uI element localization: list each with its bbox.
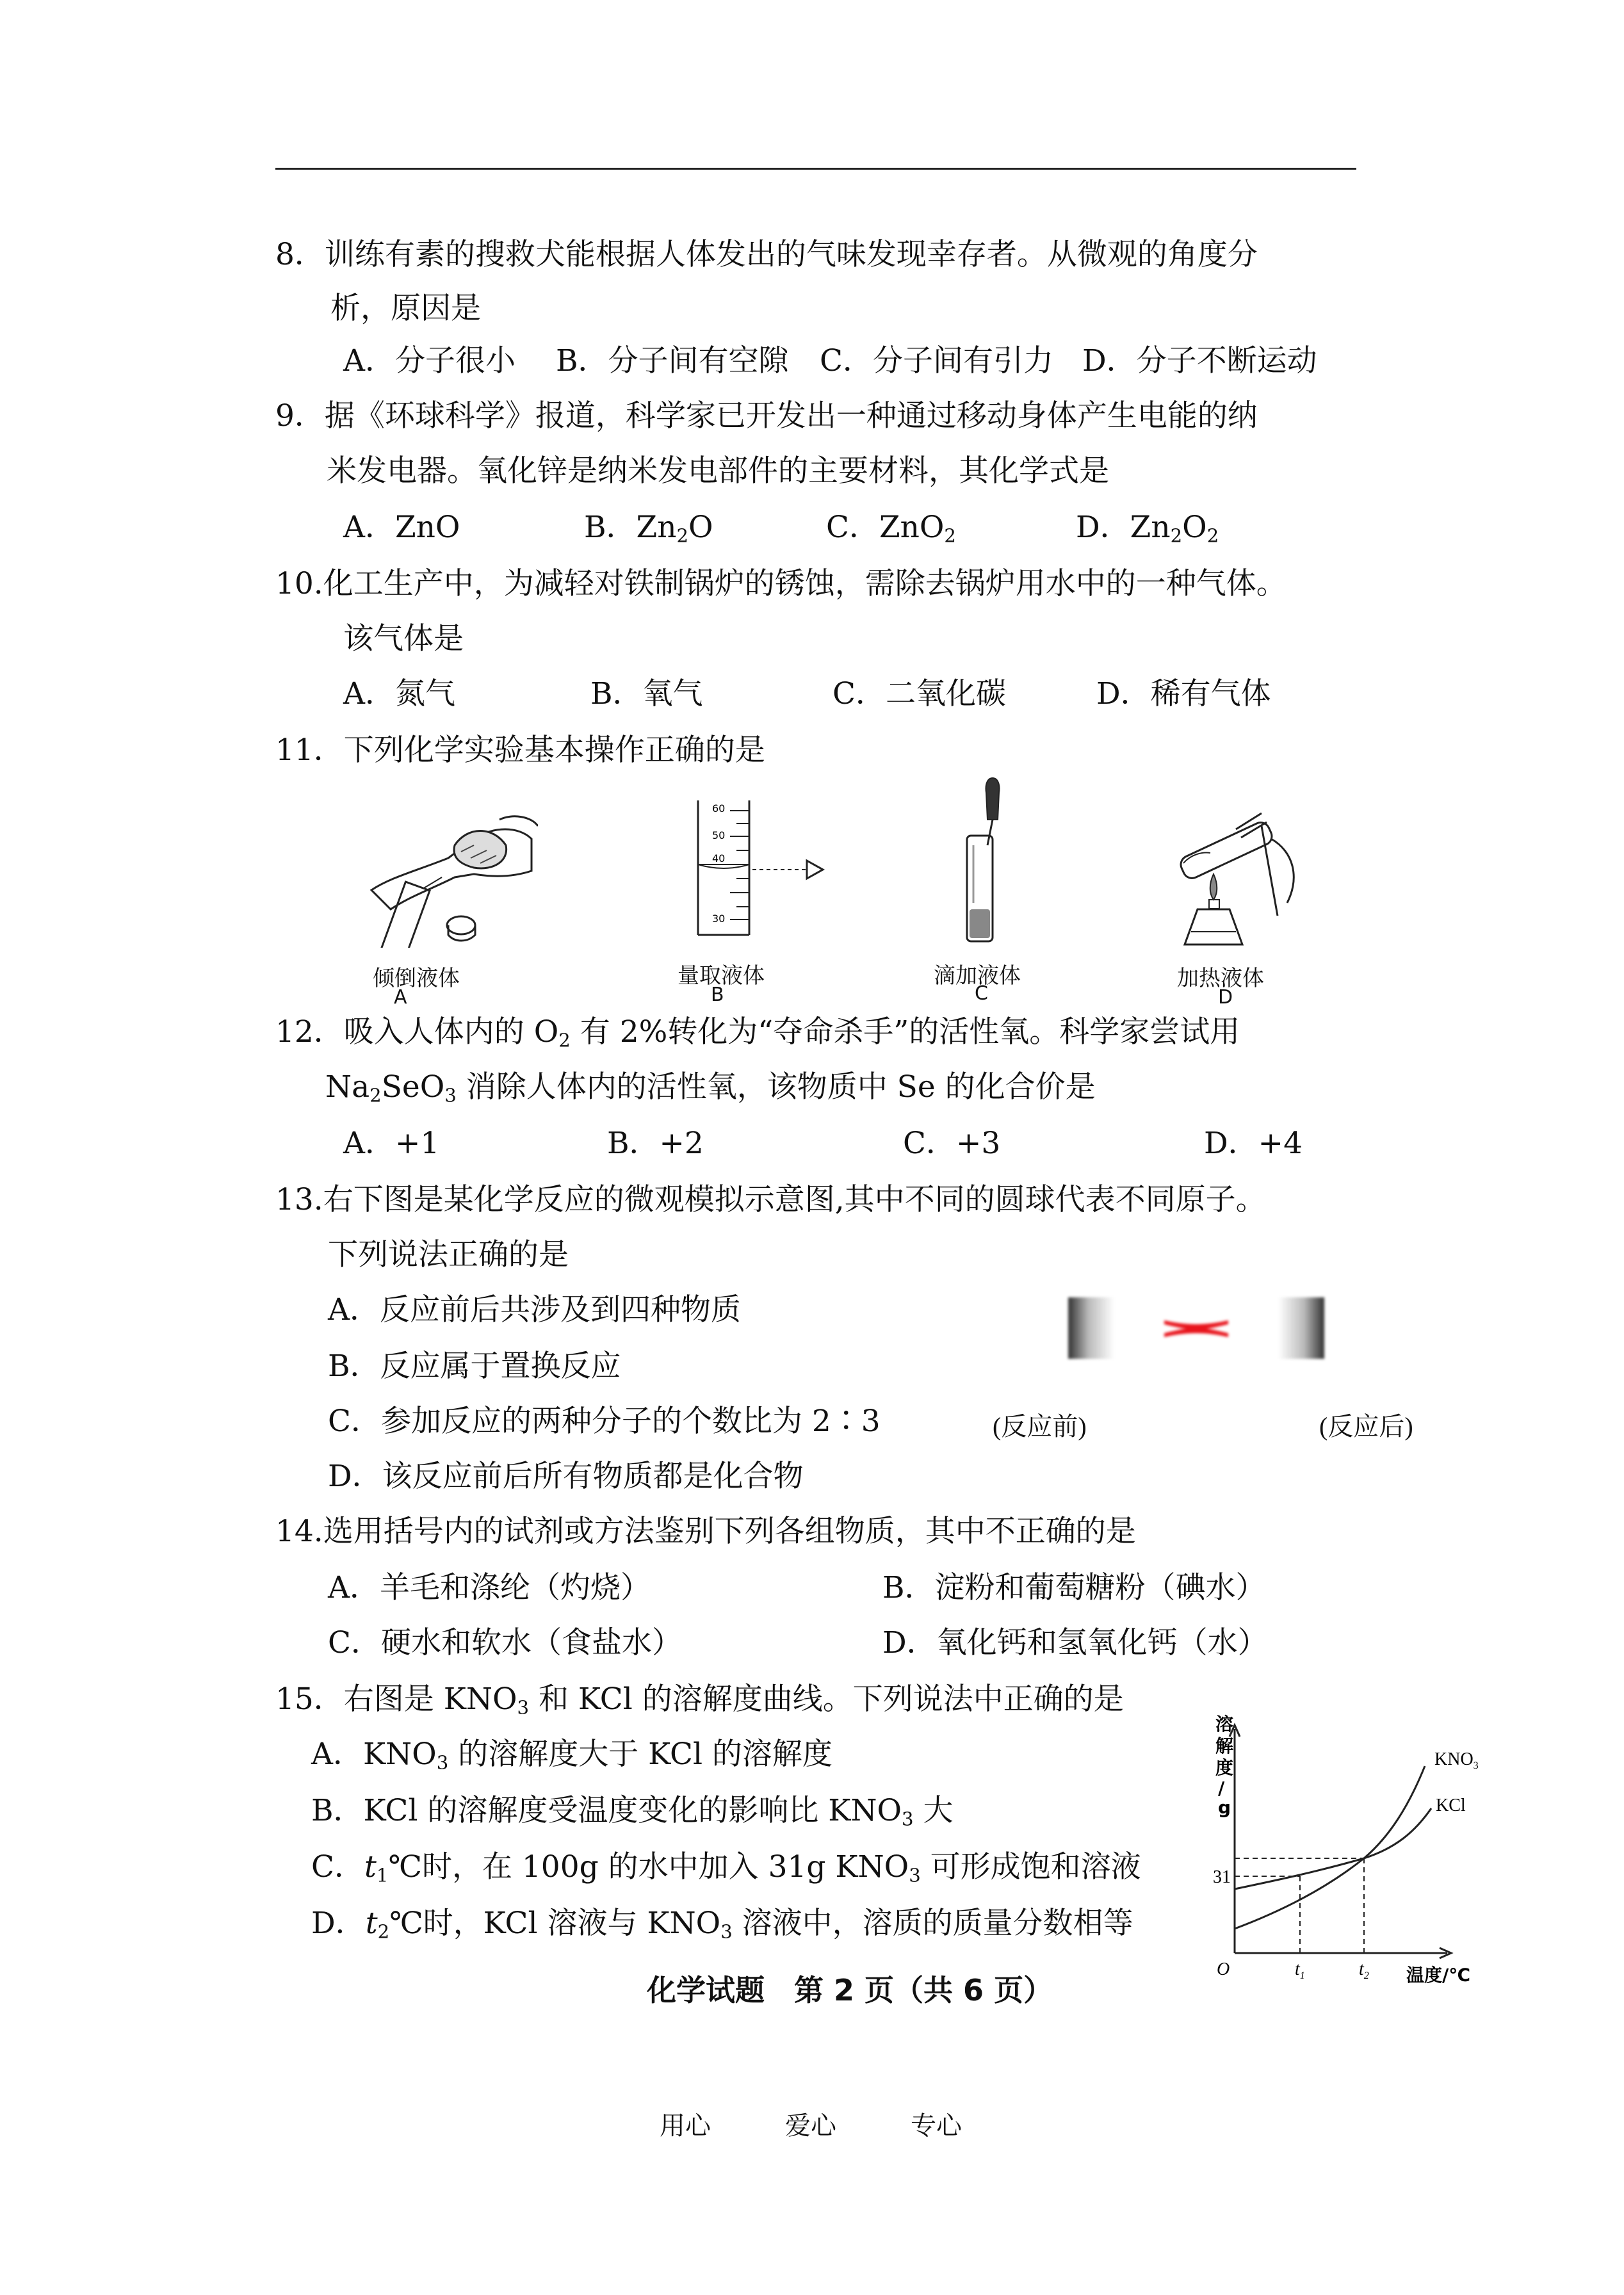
q13-stem-line2: 下列说法正确的是 <box>328 1237 569 1272</box>
x-tick-t1: $t_1$ <box>1295 1959 1305 1981</box>
caption-measuring: 量取液体 <box>678 963 765 989</box>
cylinder-tick-50: 50 <box>712 829 726 841</box>
q14-option-b: B．淀粉和葡萄糖粉（碘水） <box>882 1570 1266 1605</box>
q10-option-d: D．稀有气体 <box>1096 676 1271 711</box>
q8-stem-line1: 8．训练有素的搜救犬能根据人体发出的气味发现幸存者。从微观的角度分 <box>275 237 1258 272</box>
y-label-char-3: 度 <box>1215 1757 1234 1778</box>
q13-option-c: C．参加反应的两种分子的个数比为 2∶3 <box>328 1404 881 1439</box>
header-rule <box>275 168 1356 170</box>
q13-option-d: D．该反应前后所有物质都是化合物 <box>328 1459 804 1494</box>
q15-stem: 15．右图是 $KNO_3$ 和 KCl 的溶解度曲线。下列说法中正确的是 <box>275 1682 1124 1719</box>
q12-option-c: C．+3 <box>903 1126 1001 1161</box>
x-tick-t2: $t_2$ <box>1359 1959 1369 1981</box>
q15-option-a: A．$KNO_3$ 的溶解度大于 KCl 的溶解度 <box>311 1737 832 1774</box>
q12-stem-line2: $Na_2SeO_3$ 消除人体内的活性氧，该物质中 Se 的化合价是 <box>325 1069 1096 1107</box>
q9-stem-line2: 米发电器。氧化锌是纳米发电部件的主要材料，其化学式是 <box>327 453 1109 489</box>
heating-liquid-illustration <box>1165 800 1319 954</box>
cylinder-tick-40: 40 <box>712 852 726 864</box>
caption-pouring: 倾倒液体 <box>373 966 460 991</box>
q8-option-d: D．分子不断运动 <box>1082 343 1317 378</box>
q12-stem-line1: 12．吸入人体内的 $O_2$ 有 2%转化为“夺命杀手”的活性氧。科学家尝试用 <box>275 1014 1240 1051</box>
q10-stem-line2: 该气体是 <box>343 621 464 656</box>
x-axis-label: 温度/℃ <box>1406 1965 1471 1986</box>
kno3-curve-label: $KNO_3$ <box>1434 1749 1479 1771</box>
dropper-illustration <box>941 775 1031 948</box>
origin-label: O <box>1217 1959 1230 1979</box>
q14-option-d: D．氧化钙和氢氧化钙（水） <box>882 1625 1268 1660</box>
motto-2: 爱心 <box>785 2111 836 2141</box>
q14-stem: 14.选用括号内的试剂或方法鉴别下列各组物质，其中不正确的是 <box>275 1514 1136 1549</box>
q9-stem-line1: 9．据《环球科学》报道，科学家已开发出一种通过移动身体产生电能的纳 <box>275 398 1258 434</box>
q10-stem-line1: 10.化工生产中，为减轻对铁制锅炉的锈蚀，需除去锅炉用水中的一种气体。 <box>275 566 1287 601</box>
y-label-char-2: 解 <box>1215 1735 1234 1756</box>
q8-option-a: A．分子很小 <box>343 343 516 378</box>
q13-option-b: B．反应属于置换反应 <box>328 1349 621 1384</box>
label-before-reaction: (反应前) <box>993 1412 1087 1441</box>
q8-option-b: B．分子间有空隙 <box>556 343 789 378</box>
q11-stem: 11．下列化学实验基本操作正确的是 <box>275 733 765 768</box>
q15-option-c: C．$t_1℃$时，在 100g 的水中加入 31g $KNO_3$ 可形成饱和溶液 <box>311 1849 1141 1886</box>
pouring-liquid-illustration <box>346 800 538 948</box>
q9-option-d: D．$Zn_2O_2$ <box>1076 510 1219 547</box>
q12-option-d: D．+4 <box>1204 1126 1303 1161</box>
q9-option-c: C．ZnO$_2$ <box>826 510 956 547</box>
q9-option-b: B．$Zn_2O$ <box>584 510 713 547</box>
motto-3: 专心 <box>911 2111 962 2141</box>
q14-option-c: C．硬水和软水（食盐水） <box>328 1625 682 1660</box>
q12-option-a: A．+1 <box>343 1126 440 1161</box>
kno3-curve <box>1235 1766 1425 1929</box>
solubility-curve-graph <box>1204 1697 1498 1998</box>
label-d: D <box>1218 986 1233 1009</box>
q13-option-a: A．反应前后共涉及到四种物质 <box>328 1292 741 1327</box>
label-a: A <box>394 986 407 1009</box>
caption-heating: 加热液体 <box>1177 966 1264 991</box>
kcl-curve-label: KCl <box>1436 1796 1466 1815</box>
page-footer-title: 化学试题 第 2 页（共 6 页） <box>647 1973 1053 2007</box>
caption-dropping: 滴加液体 <box>934 963 1021 989</box>
y-label-char-1: 溶 <box>1215 1714 1234 1735</box>
q10-option-b: B．氧气 <box>590 676 703 711</box>
q15-option-d: D．$t_2℃$时，KCl 溶液与 $KNO_3$ 溶液中，溶质的质量分数相等 <box>311 1906 1133 1943</box>
q14-option-a: A．羊毛和涤纶（灼烧） <box>328 1570 651 1605</box>
q10-option-c: C．二氧化碳 <box>832 676 1006 711</box>
y-label-char-5: g <box>1218 1797 1231 1818</box>
reaction-diagram <box>1068 1297 1324 1359</box>
y-label-char-4: / <box>1218 1778 1225 1799</box>
q12-option-b: B．+2 <box>607 1126 704 1161</box>
label-c: C <box>975 982 988 1005</box>
q8-option-c: C．分子间有引力 <box>820 343 1053 378</box>
label-after-reaction: (反应后) <box>1319 1412 1413 1441</box>
y-tick-31: 31 <box>1213 1867 1231 1887</box>
cylinder-tick-60: 60 <box>712 802 726 815</box>
measuring-cylinder-illustration <box>679 794 832 948</box>
kcl-curve <box>1235 1808 1431 1889</box>
q8-stem-line2: 析，原因是 <box>330 291 481 326</box>
motto-1: 用心 <box>660 2111 711 2141</box>
q10-option-a: A．氮气 <box>343 676 455 711</box>
q9-option-a: A．ZnO <box>343 510 460 545</box>
cylinder-tick-30: 30 <box>712 912 726 925</box>
label-b: B <box>711 984 724 1006</box>
q13-stem-line1: 13.右下图是某化学反应的微观模拟示意图,其中不同的圆球代表不同原子。 <box>275 1182 1266 1217</box>
q15-option-b: B．KCl 的溶解度受温度变化的影响比 $KNO_3$ 大 <box>311 1793 954 1830</box>
